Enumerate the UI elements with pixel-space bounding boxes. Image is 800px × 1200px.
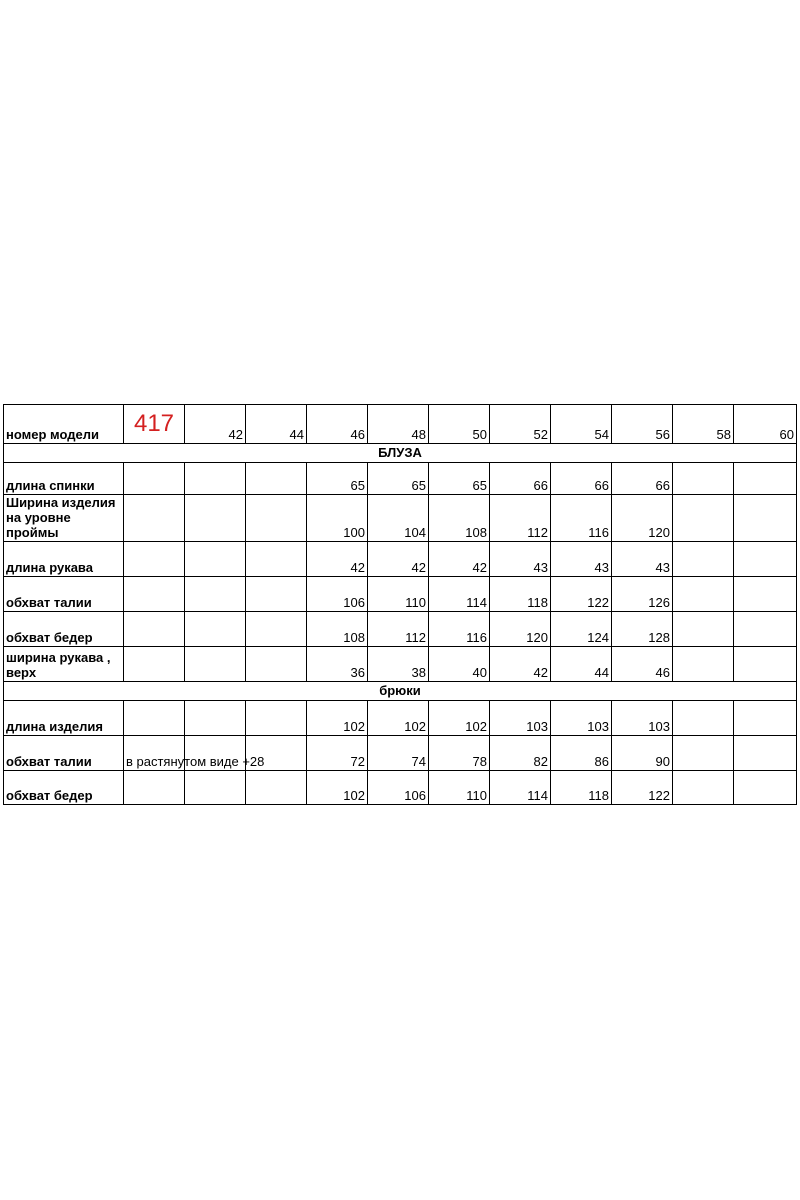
table-cell — [185, 495, 246, 542]
table-cell: 43 — [612, 542, 673, 577]
table-cell: 42 — [429, 542, 490, 577]
table-cell: 72 — [307, 736, 368, 771]
table-cell: 38 — [368, 647, 429, 682]
table-cell — [246, 495, 307, 542]
table-cell — [673, 612, 734, 647]
table-cell: 118 — [551, 771, 612, 805]
size-table — [3, 404, 797, 805]
table-cell — [673, 542, 734, 577]
table-cell: 40 — [429, 647, 490, 682]
size-header-58: 58 — [673, 405, 734, 444]
table-cell — [673, 701, 734, 736]
size-header-60: 60 — [734, 405, 797, 444]
row-note — [124, 771, 185, 805]
header-row — [4, 405, 797, 444]
table-cell: 124 — [551, 612, 612, 647]
table-cell — [185, 577, 246, 612]
row-note — [124, 612, 185, 647]
model-number: 417 — [124, 405, 185, 444]
table-cell — [246, 577, 307, 612]
table-cell: 65 — [429, 463, 490, 495]
table-row — [4, 542, 797, 577]
table-cell: 120 — [490, 612, 551, 647]
table-cell: 128 — [612, 612, 673, 647]
table-cell — [734, 736, 797, 771]
table-cell — [246, 771, 307, 805]
table-cell — [246, 647, 307, 682]
table-cell: 42 — [490, 647, 551, 682]
table-cell: 103 — [551, 701, 612, 736]
table-cell: 66 — [490, 463, 551, 495]
table-cell — [246, 701, 307, 736]
table-cell: 103 — [612, 701, 673, 736]
table-cell — [185, 701, 246, 736]
table-cell: 66 — [551, 463, 612, 495]
table-cell — [734, 647, 797, 682]
size-header-42: 42 — [185, 405, 246, 444]
table-cell — [673, 736, 734, 771]
table-cell: 65 — [368, 463, 429, 495]
table-row — [4, 577, 797, 612]
table-cell: 46 — [612, 647, 673, 682]
table-cell: 36 — [307, 647, 368, 682]
table-cell: 102 — [429, 701, 490, 736]
table-cell: 42 — [368, 542, 429, 577]
table-cell — [673, 495, 734, 542]
table-cell — [673, 463, 734, 495]
section-title: брюки — [4, 682, 797, 701]
table-cell: 42 — [307, 542, 368, 577]
table-cell: 116 — [429, 612, 490, 647]
size-header-46: 46 — [307, 405, 368, 444]
table-cell — [246, 463, 307, 495]
table-row — [4, 612, 797, 647]
table-cell: 120 — [612, 495, 673, 542]
table-cell: 106 — [368, 771, 429, 805]
table-cell: 122 — [551, 577, 612, 612]
row-label: длина изделия — [4, 701, 124, 736]
size-header-52: 52 — [490, 405, 551, 444]
table-cell — [734, 463, 797, 495]
size-header-56: 56 — [612, 405, 673, 444]
table-cell: 108 — [429, 495, 490, 542]
table-row — [4, 495, 797, 542]
table-cell: 102 — [368, 701, 429, 736]
row-note — [124, 495, 185, 542]
table-cell: 110 — [368, 577, 429, 612]
table-cell: 43 — [490, 542, 551, 577]
table-cell: 44 — [551, 647, 612, 682]
row-note — [124, 647, 185, 682]
table-row — [4, 647, 797, 682]
table-cell: 78 — [429, 736, 490, 771]
table-cell: 65 — [307, 463, 368, 495]
table-cell: 126 — [612, 577, 673, 612]
row-label: обхват бедер — [4, 771, 124, 805]
row-label: длина рукава — [4, 542, 124, 577]
table-cell — [246, 542, 307, 577]
table-cell: 43 — [551, 542, 612, 577]
section-title: БЛУЗА — [4, 444, 797, 463]
table-cell — [185, 647, 246, 682]
table-cell: 112 — [368, 612, 429, 647]
table-row — [4, 736, 797, 771]
row-label: обхват талии — [4, 736, 124, 771]
table-cell: 108 — [307, 612, 368, 647]
table-cell: 104 — [368, 495, 429, 542]
row-note — [124, 701, 185, 736]
table-cell: 112 — [490, 495, 551, 542]
table-cell: 103 — [490, 701, 551, 736]
table-cell: 106 — [307, 577, 368, 612]
table-cell: 90 — [612, 736, 673, 771]
table-row — [4, 463, 797, 495]
table-cell: 114 — [429, 577, 490, 612]
table-cell — [673, 647, 734, 682]
size-header-54: 54 — [551, 405, 612, 444]
table-cell — [185, 612, 246, 647]
size-header-50: 50 — [429, 405, 490, 444]
table-cell — [673, 577, 734, 612]
table-cell: 100 — [307, 495, 368, 542]
row-note — [124, 577, 185, 612]
table-cell — [185, 463, 246, 495]
row-label: длина спинки — [4, 463, 124, 495]
table-cell — [246, 612, 307, 647]
table-cell: 116 — [551, 495, 612, 542]
row-label: ширина рукава , верх — [4, 647, 124, 682]
table-cell — [734, 612, 797, 647]
table-cell — [185, 771, 246, 805]
row-label: обхват талии — [4, 577, 124, 612]
table-cell: 110 — [429, 771, 490, 805]
row-label: Ширина изделия на уровне проймы — [4, 495, 124, 542]
row-note — [124, 463, 185, 495]
table-cell: 122 — [612, 771, 673, 805]
row-note — [124, 542, 185, 577]
section-row — [4, 682, 797, 701]
table-body — [4, 405, 797, 805]
table-cell: 102 — [307, 771, 368, 805]
table-cell — [734, 542, 797, 577]
table-cell — [185, 542, 246, 577]
table-cell — [673, 771, 734, 805]
table-cell: 82 — [490, 736, 551, 771]
table-cell — [734, 701, 797, 736]
size-header-48: 48 — [368, 405, 429, 444]
table-cell: 118 — [490, 577, 551, 612]
model-label: номер модели — [4, 405, 124, 444]
table-row — [4, 771, 797, 805]
table-cell: 74 — [368, 736, 429, 771]
row-note: в растянутом виде +28 — [124, 736, 185, 771]
section-row — [4, 444, 797, 463]
table-cell: 86 — [551, 736, 612, 771]
row-label: обхват бедер — [4, 612, 124, 647]
table-cell: 114 — [490, 771, 551, 805]
table-cell: 66 — [612, 463, 673, 495]
table-cell — [734, 577, 797, 612]
table-row — [4, 701, 797, 736]
table-cell — [734, 495, 797, 542]
table-cell: 102 — [307, 701, 368, 736]
size-header-44: 44 — [246, 405, 307, 444]
table-cell — [734, 771, 797, 805]
